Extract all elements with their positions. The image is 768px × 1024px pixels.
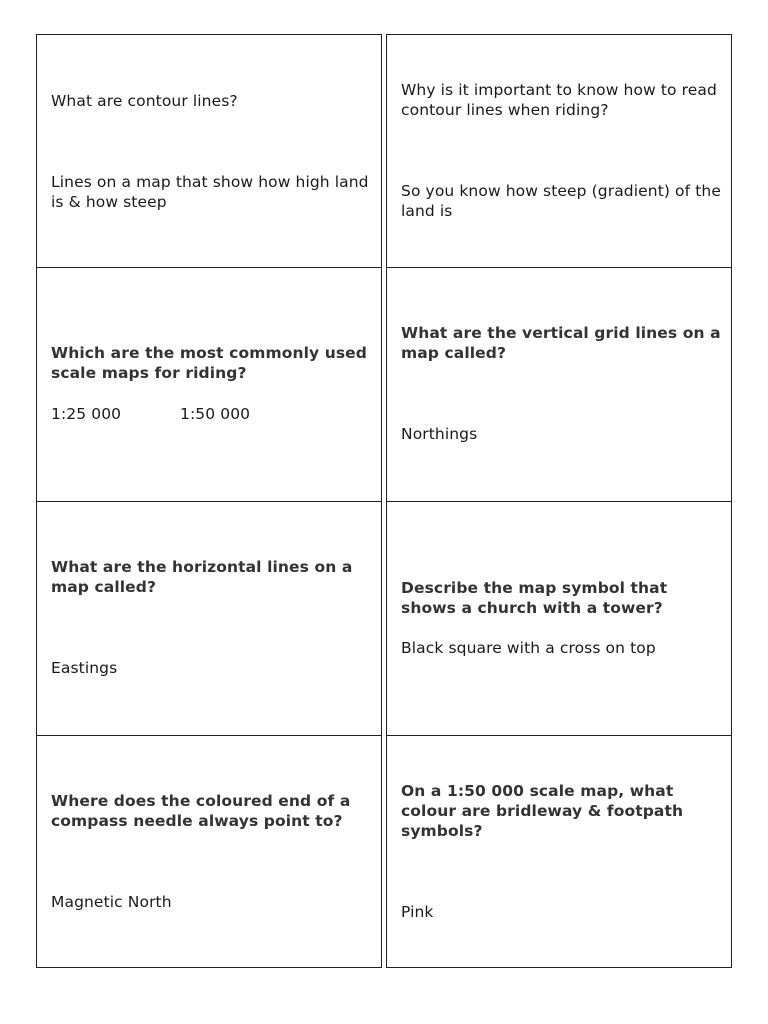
scale-1-50000: 1:50 000 — [180, 405, 251, 423]
card-answer: Eastings — [51, 659, 118, 677]
flashcard-sheet — [36, 34, 732, 968]
flashcard-contour-importance — [386, 34, 732, 268]
scale-1-25000: 1:25 000 — [51, 405, 122, 423]
card-question: What are the horizontal lines on a map called? — [51, 558, 353, 596]
card-question: Why is it important to know how to read contour lines when riding? — [401, 81, 717, 119]
card-question: Which are the most commonly used scale maps for riding? — [51, 344, 367, 382]
flashcard-horizontal-lines — [36, 501, 382, 736]
card-answer: Pink — [401, 903, 434, 921]
card-answer: Northings — [401, 425, 478, 443]
flashcard-vertical-grid — [386, 267, 732, 502]
card-question: What are the vertical grid lines on a map called? — [401, 324, 721, 362]
card-answer: So you know how steep (gradient) of the land is — [401, 182, 721, 220]
card-answer: Black square with a cross on top — [401, 639, 656, 657]
card-answer: Magnetic North — [51, 893, 172, 911]
card-question: On a 1:50 000 scale map, what colour are bridleway & footpath symbols? — [401, 782, 684, 840]
flashcard-scale-maps — [36, 267, 382, 502]
card-answer — [51, 404, 371, 424]
flashcard-compass-needle — [36, 735, 382, 968]
card-question: What are contour lines? — [51, 92, 238, 110]
card-question: Where does the coloured end of a compass needle always point to? — [51, 792, 351, 830]
flashcard-contour-lines — [36, 34, 382, 268]
flashcard-bridleway-colour — [386, 735, 732, 968]
flashcard-church-symbol — [386, 501, 732, 736]
card-answer: Lines on a map that show how high land is & how steep — [51, 173, 369, 211]
card-question: Describe the map symbol that shows a church with a tower? — [401, 579, 668, 617]
